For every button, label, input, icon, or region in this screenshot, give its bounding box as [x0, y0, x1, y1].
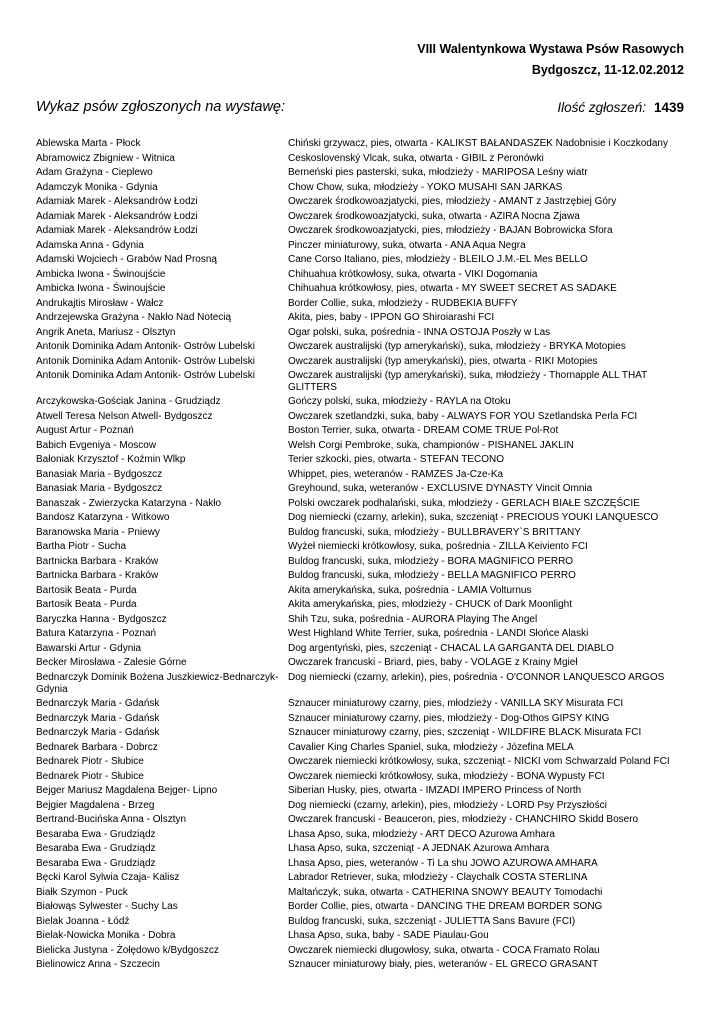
dog-entry: Owczarek środkowoazjatycki, suka, otwarta - AZIRA Nocna Zjawa — [288, 210, 580, 222]
list-item — [36, 785, 686, 800]
dog-entry: Chiński grzywacz, pies, otwarta - KALIKST BAŁANDASZEK Nadobnisie i Koczkodany — [288, 138, 668, 149]
list-item — [36, 643, 686, 658]
dog-entry: Maltańczyk, suka, otwarta - CATHERINA SNOWY BEAUTY Tomodachi — [288, 886, 603, 898]
owner-name: Adamska Anna - Gdynia — [36, 239, 144, 251]
dog-entry: Siberian Husky, pies, otwarta - IMZADI IMPERO Princess of North — [288, 785, 582, 797]
list-item — [36, 614, 686, 629]
owner-name: Babich Evgeniya - Moscow — [36, 439, 157, 451]
owner-name: Adamiak Marek - Aleksandrów Łodzi — [36, 196, 198, 207]
list-item — [36, 843, 686, 858]
owner-name: Adamski Wojciech - Grabów Nad Prosną — [36, 254, 217, 265]
owner-name: Bednarczyk Dominik Bożena Juszkiewicz-Bednarczyk- Gdynia — [36, 671, 279, 695]
dog-entry: Terier szkocki, pies, otwarta - STEFAN TECONO — [288, 454, 504, 466]
list-item — [36, 138, 686, 153]
list-item — [36, 771, 686, 786]
dog-entry: Shih Tzu, suka, pośrednia - AURORA Playing The Angel — [288, 613, 538, 625]
dog-entry: Dog niemiecki (czarny, arlekin), suka, szczeniąt - PRECIOUS YOUKI LANQUESCO — [288, 512, 659, 524]
list-item — [36, 454, 686, 469]
dog-entry: Cane Corso Italiano, pies, młodzieży - BLEILO J.M.-EL Mes BELLO — [288, 254, 588, 265]
list-item — [36, 283, 686, 298]
dog-entry: Dog argentyński, pies, szczeniąt - CHACAL LA GARGANTA DEL DIABLO — [288, 642, 614, 654]
owner-name: Batura Katarzyna - Poznań — [36, 628, 157, 640]
list-item — [36, 657, 686, 672]
dog-entry: Owczarek australijski (typ amerykański), suka, młodzieży - BRYKA Motopies — [288, 341, 626, 352]
owner-name: Adamiak Marek - Aleksandrów Łodzi — [36, 225, 198, 236]
list-item — [36, 396, 686, 411]
list-item — [36, 814, 686, 829]
list-item — [36, 916, 686, 931]
list-item — [36, 858, 686, 873]
owner-name: August Artur - Poznań — [36, 425, 134, 437]
owner-name: Bednarczyk Maria - Gdańsk — [36, 727, 160, 739]
list-item — [36, 872, 686, 887]
list-item — [36, 599, 686, 614]
entry-count — [557, 100, 684, 115]
owner-name: Bielak-Nowicka Monika - Dobra — [36, 930, 176, 942]
list-item — [36, 829, 686, 844]
dog-entry: Dog niemiecki (czarny, arlekin), pies, pośrednia - O'CONNOR LANQUESCO ARGOS — [288, 671, 665, 683]
owner-name: Antonik Dominika Adam Antonik- Ostrów Lubelski — [36, 370, 255, 381]
dog-entry: Welsh Corgi Pembroke, suka, championów - PISHANEL JAKLIN — [288, 439, 574, 451]
dog-entry: Labrador Retriever, suka, młodzieży - Claychalk COSTA STERLINA — [288, 872, 588, 884]
entry-count-value: 1439 — [653, 100, 684, 115]
dog-entry: Sznaucer miniaturowy czarny, pies, szczeniąt - WILDFIRE BLACK Misurata FCI — [288, 727, 642, 739]
list-item — [36, 269, 686, 284]
owner-name: Bielak Joanna - Łódź — [36, 915, 130, 927]
owner-name: Banasiak Maria - Bydgoszcz — [36, 468, 163, 480]
list-item — [36, 800, 686, 815]
owner-name: Bielinowicz Anna - Szczecin — [36, 959, 160, 971]
list-item — [36, 698, 686, 713]
owner-name: Andrzejewska Grażyna - Nakło Nad Notecią — [36, 312, 232, 323]
dog-entry: Border Collie, pies, otwarta - DANCING THE DREAM BORDER SONG — [288, 901, 603, 913]
owner-name: Bandosz Katarzyna - Witkowo — [36, 512, 170, 524]
list-item — [36, 628, 686, 643]
list-item — [36, 440, 686, 455]
dog-entry: Owczarek niemiecki długowłosy, suka, otwarta - COCA Framato Rolau — [288, 944, 600, 956]
dog-entry: Buldog francuski, suka, młodzieży - BULLBRAVERY`S BRITTANY — [288, 526, 581, 538]
owner-name: Adamiak Marek - Aleksandrów Łodzi — [36, 210, 198, 222]
owner-name: Antonik Dominika Adam Antonik- Ostrów Lubelski — [36, 341, 255, 352]
list-item — [36, 356, 686, 371]
list-subtitle: Wykaz psów zgłoszonych na wystawę: — [36, 99, 286, 115]
dog-entry: Owczarek szetlandzki, suka, baby - ALWAYS FOR YOU Szetlandska Perla FCI — [288, 410, 638, 422]
owner-name: Bejger Mariusz Magdalena Bejger- Lipno — [36, 785, 218, 797]
owner-name: Bałoniak Krzysztof - Koźmin Wlkp — [36, 454, 186, 466]
list-item — [36, 527, 686, 542]
dog-entry: Buldog francuski, suka, szczeniąt - JULIETTA Sans Bavure (FCI) — [288, 915, 576, 927]
entry-count-label: Ilość zgłoszeń: — [557, 100, 646, 115]
dog-entry: Sznaucer miniaturowy czarny, pies, młodzieży - Dog-Othos GIPSY KING — [288, 712, 610, 724]
owner-name: Arczykowska-Gościak Janina - Grudziądz — [36, 396, 221, 408]
list-item — [36, 196, 686, 211]
dog-entry: Lhasa Apso, suka, baby - SADE Piaulau-Gou — [288, 930, 489, 942]
list-item — [36, 425, 686, 440]
dog-entry: Owczarek australijski (typ amerykański), pies, otwarta - RIKI Motopies — [288, 355, 598, 367]
list-item — [36, 541, 686, 556]
owner-name: Adamczyk Monika - Gdynia — [36, 181, 158, 193]
dog-entry: Wyżeł niemiecki krótkowłosy, suka, pośrednia - ZILLA Keiviento FCI — [288, 541, 588, 553]
list-item — [36, 225, 686, 240]
entries-list — [36, 138, 686, 974]
list-item — [36, 211, 686, 226]
document-title: VIII Walentynkowa Wystawa Psów Rasowych — [417, 42, 684, 56]
list-item — [36, 483, 686, 498]
list-item — [36, 570, 686, 585]
dog-entry: Pinczer miniaturowy, suka, otwarta - ANA Aqua Negra — [288, 239, 526, 251]
list-item — [36, 512, 686, 527]
list-item — [36, 556, 686, 571]
owner-name: Ambicka Iwona - Świnoujście — [36, 283, 166, 294]
owner-name: Bednarczyk Maria - Gdańsk — [36, 712, 160, 724]
list-item — [36, 240, 686, 255]
dog-entry: Lhasa Apso, pies, weteranów - Ti La shu JOWO AZUROWA AMHARA — [288, 857, 598, 869]
dog-entry: Ogar polski, suka, pośrednia - INNA OSTOJA Poszły w Las — [288, 326, 551, 338]
owner-name: Ablewska Marta - Płock — [36, 138, 141, 149]
dog-entry: Chihuahua krótkowłosy, pies, otwarta - MY SWEET SECRET AS SADAKE — [288, 283, 617, 294]
list-item — [36, 182, 686, 197]
dog-entry: Akita amerykańska, suka, pośrednia - LAMIA Volturnus — [288, 584, 532, 596]
dog-entry: Chow Chow, suka, młodzieży - YOKO MUSAHI SAN JARKAS — [288, 181, 563, 193]
owner-name: Bertrand-Bucińska Anna - Olsztyn — [36, 814, 187, 826]
owner-name: Antonik Dominika Adam Antonik- Ostrów Lubelski — [36, 355, 255, 367]
owner-name: Bartosik Beata - Purda — [36, 599, 137, 611]
list-item — [36, 945, 686, 960]
owner-name: Adam Grażyna - Cieplewo — [36, 167, 153, 178]
dog-entry: Dog niemiecki (czarny, arlekin), pies, młodzieży - LORD Psy Przyszłości — [288, 799, 607, 811]
owner-name: Banasiak Maria - Bydgoszcz — [36, 483, 163, 495]
owner-name: Bednarek Barbara - Dobrcz — [36, 741, 158, 753]
dog-entry: Owczarek francuski - Beauceron, pies, młodzieży - CHANCHIRO Skidd Bosero — [288, 814, 639, 826]
owner-name: Besaraba Ewa - Grudziądz — [36, 857, 156, 869]
owner-name: Atwell Teresa Nelson Atwell- Bydgoszcz — [36, 410, 213, 422]
dog-entry: Sznaucer miniaturowy biały, pies, weteranów - EL GRECO GRASANT — [288, 959, 599, 971]
list-item — [36, 298, 686, 313]
owner-name: Baranowska Maria - Pniewy — [36, 526, 160, 538]
owner-name: Bednarczyk Maria - Gdańsk — [36, 698, 160, 710]
owner-name: Bielicka Justyna - Żołędowo k/Bydgoszcz — [36, 944, 219, 956]
owner-name: Bejgier Magdalena - Brzeg — [36, 799, 155, 811]
dog-entry: Owczarek francuski - Briard, pies, baby - VOLAGE z Krainy Mgieł — [288, 657, 578, 669]
dog-entry: Owczarek niemiecki krótkowłosy, suka, szczeniąt - NICKI vom Schwarzald Poland FCI — [288, 756, 670, 768]
dog-entry: Chihuahua krótkowłosy, suka, otwarta - VIKI Dogomania — [288, 268, 538, 280]
owner-name: Bęcki Karol Sylwia Czaja- Kalisz — [36, 872, 180, 884]
owner-name: Bawarski Artur - Gdynia — [36, 642, 142, 654]
dog-entry: Gończy polski, suka, młodzieży - RAYLA na Otoku — [288, 396, 511, 408]
dog-entry: Sznaucer miniaturowy czarny, pies, młodzieży - VANILLA SKY Misurata FCI — [288, 698, 624, 710]
dog-entry: Border Collie, suka, młodzieży - RUDBEKIA BUFFY — [288, 297, 518, 309]
list-item — [36, 370, 686, 396]
dog-entry: Buldog francuski, suka, młodzieży - BORA MAGNIFICO PERRO — [288, 555, 574, 567]
owner-name: Bartosik Beata - Purda — [36, 584, 137, 596]
owner-name: Besaraba Ewa - Grudziądz — [36, 843, 156, 855]
dog-entry: West Highland White Terrier, suka, pośrednia - LANDI Słońce Alaski — [288, 628, 589, 640]
owner-name: Białowąs Sylwester - Suchy Las — [36, 901, 178, 913]
dog-entry: Whippet, pies, weteranów - RAMZES Ja-Cze-Ka — [288, 468, 504, 480]
owner-name: Bartnicka Barbara - Kraków — [36, 570, 159, 582]
owner-name: Abramowicz Zbigniew - Witnica — [36, 152, 175, 164]
owner-name: Andrukajtis Mirosław - Wałcz — [36, 297, 164, 309]
list-item — [36, 254, 686, 269]
owner-name: Bednarek Piotr - Słubice — [36, 756, 144, 768]
owner-name: Bartha Piotr - Sucha — [36, 541, 127, 553]
owner-name: Besaraba Ewa - Grudziądz — [36, 828, 156, 840]
dog-entry: Greyhound, suka, weteranów - EXCLUSIVE DYNASTY Vincit Omnia — [288, 483, 593, 495]
list-item — [36, 959, 686, 974]
dog-entry: Owczarek środkowoazjatycki, pies, młodzieży - BAJAN Bobrowicka Sfora — [288, 225, 613, 236]
owner-name: Bartnicka Barbara - Kraków — [36, 555, 159, 567]
dog-entry: Polski owczarek podhalański, suka, młodzieży - GERLACH BIAŁE SZCZĘŚCIE — [288, 497, 640, 509]
owner-name: Angrik Aneta, Mariusz - Olsztyn — [36, 326, 176, 338]
list-item — [36, 153, 686, 168]
owner-name: Ambicka Iwona - Świnoujście — [36, 268, 166, 280]
list-item — [36, 498, 686, 513]
dog-entry: Ceskoslovenský Vlcak, suka, otwarta - GIBIL z Peronówki — [288, 152, 544, 164]
list-item — [36, 341, 686, 356]
owner-name: Bednarek Piotr - Słubice — [36, 770, 144, 782]
list-item — [36, 585, 686, 600]
dog-entry: Cavalier King Charles Spaniel, suka, młodzieży - Józefina MELA — [288, 741, 574, 753]
dog-entry: Owczarek środkowoazjatycki, pies, młodzieży - AMANT z Jastrzębiej Góry — [288, 196, 617, 207]
owner-name: Baryczka Hanna - Bydgoszcz — [36, 613, 167, 625]
owner-name: Banaszak - Zwierzycka Katarzyna - Nakło — [36, 497, 222, 509]
dog-entry: Buldog francuski, suka, młodzieży - BELLA MAGNIFICO PERRO — [288, 570, 576, 582]
dog-entry: Lhasa Apso, suka, młodzieży - ART DECO Azurowa Amhara — [288, 828, 555, 840]
list-item — [36, 672, 686, 698]
dog-entry: Owczarek niemiecki krótkowłosy, suka, młodzieży - BONA Wypusty FCI — [288, 770, 605, 782]
list-item — [36, 327, 686, 342]
list-item — [36, 930, 686, 945]
list-item — [36, 756, 686, 771]
list-item — [36, 887, 686, 902]
dog-entry: Lhasa Apso, suka, szczeniąt - A JEDNAK Azurowa Amhara — [288, 843, 550, 855]
owner-name: Becker Mirosława - Zalesie Górne — [36, 657, 187, 669]
dog-entry: Boston Terrier, suka, otwarta - DREAM COME TRUE Pol-Rot — [288, 425, 559, 437]
list-item — [36, 727, 686, 742]
dog-entry: Akita amerykańska, pies, młodzieży - CHUCK of Dark Moonlight — [288, 599, 572, 611]
list-item — [36, 469, 686, 484]
dog-entry: Berneński pies pasterski, suka, młodzieży - MARIPOSA Leśny wiatr — [288, 167, 588, 178]
owner-name: Białk Szymon - Puck — [36, 886, 128, 898]
dog-entry: Akita, pies, baby - IPPON GO Shiroiarashi FCI — [288, 312, 495, 323]
list-item — [36, 312, 686, 327]
dog-entry: Owczarek australijski (typ amerykański), suka, młodzieży - Thornapple ALL THAT GLITTERS — [288, 370, 648, 393]
list-item — [36, 713, 686, 728]
list-item — [36, 411, 686, 426]
list-item — [36, 742, 686, 757]
list-item — [36, 901, 686, 916]
list-item — [36, 167, 686, 182]
event-place-date: Bydgoszcz, 11-12.02.2012 — [531, 63, 684, 77]
